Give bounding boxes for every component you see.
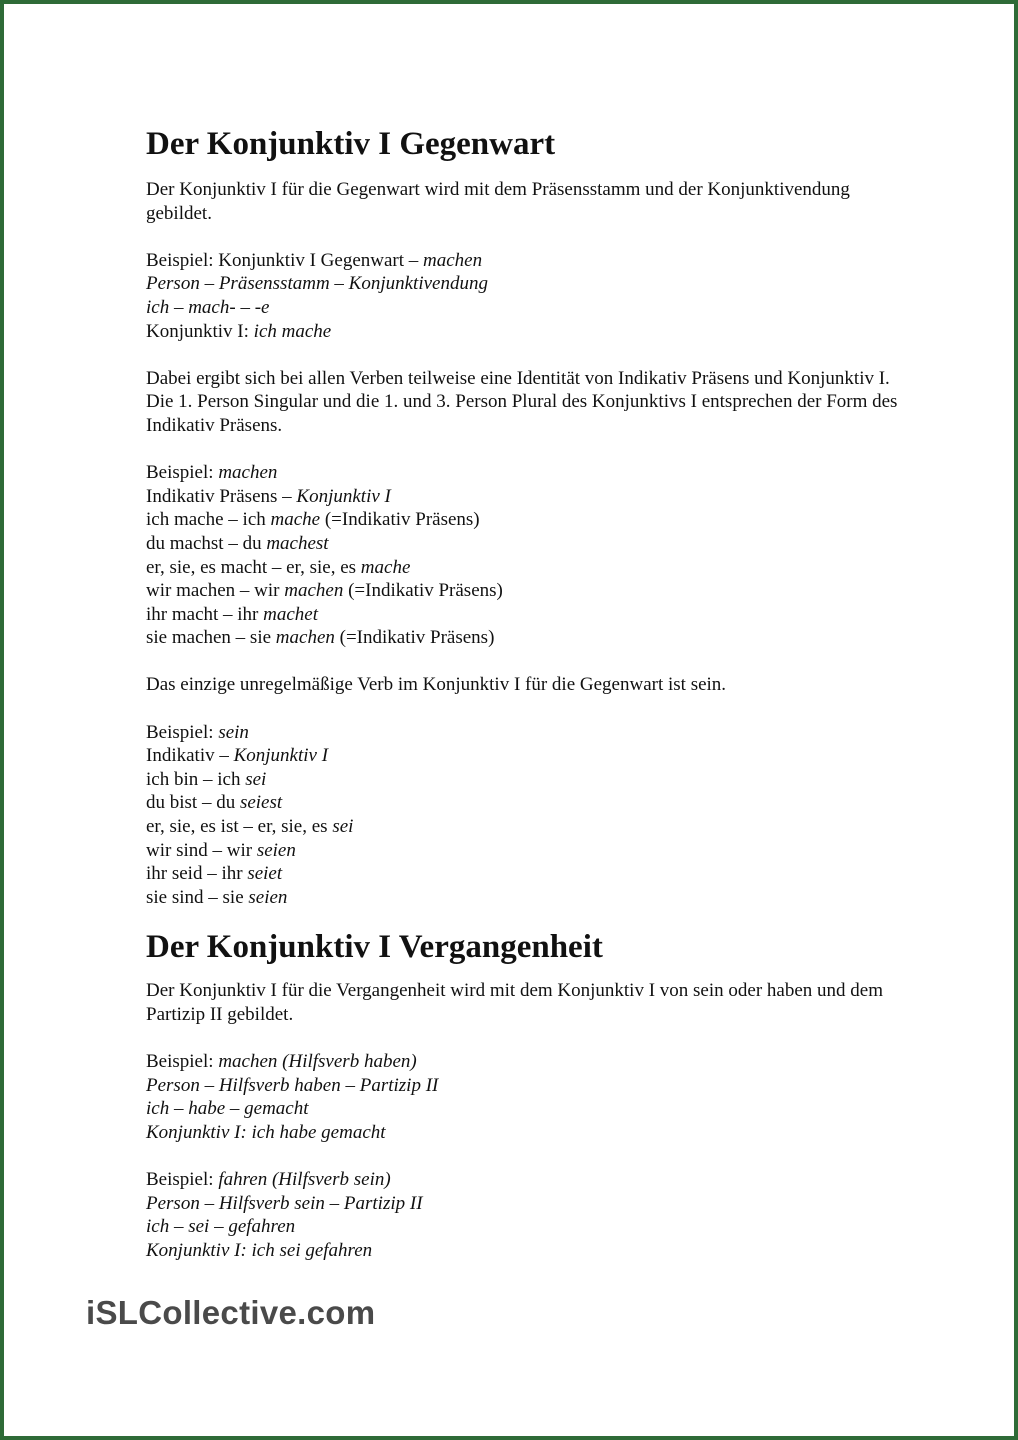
conjugation-row: du machst – du machest	[146, 532, 329, 554]
example-line: Beispiel: Konjunktiv I Gegenwart – machen	[146, 249, 483, 271]
conjugation-row: ihr seid – ihr seiet	[146, 863, 283, 885]
example-line: Person – Hilfsverb sein – Partizip II	[146, 1192, 423, 1214]
conjugation-row: sie machen – sie machen (=Indikativ Präsens)	[146, 627, 495, 649]
example-subheading: Indikativ – Konjunktiv I	[146, 745, 329, 767]
worksheet-content	[146, 124, 906, 1263]
conjugation-row: er, sie, es ist – er, sie, es sei	[146, 816, 354, 838]
identity-paragraph: Dabei ergibt sich bei allen Verben teilweise eine Identität von Indikativ Präsens und Konjunktiv I. Die 1. Person Singular und die 1. und 3. Person Plural des Konjunktivs I entsprechen der Form des Indikativ Präsens.	[146, 367, 898, 436]
conjugation-row: wir sind – wir seien	[146, 839, 296, 861]
example-line: ich – habe – gemacht	[146, 1098, 309, 1120]
section-title-gegenwart: Der Konjunktiv I Gegenwart	[146, 126, 556, 162]
example-line: Person – Hilfsverb haben – Partizip II	[146, 1074, 439, 1096]
section-title-vergangenheit: Der Konjunktiv I Vergangenheit	[146, 929, 603, 966]
example-line: Person – Präsensstamm – Konjunktivendung	[146, 273, 488, 295]
example-heading: Beispiel: machen	[146, 462, 278, 484]
worksheet-page	[4, 4, 1014, 1436]
example-line: ich – mach- – -e	[146, 296, 270, 318]
conjugation-row: er, sie, es macht – er, sie, es mache	[146, 556, 411, 578]
conjugation-row: ihr macht – ihr machet	[146, 603, 319, 625]
intro-gegenwart: Der Konjunktiv I für die Gegenwart wird mit dem Präsensstamm und der Konjunktivendung gebildet.	[146, 179, 850, 224]
intro-vergangenheit: Der Konjunktiv I für die Vergangenheit wird mit dem Konjunktiv I von sein oder haben und dem Partizip II gebildet.	[146, 980, 883, 1025]
conjugation-row: wir machen – wir machen (=Indikativ Präsens)	[146, 580, 503, 602]
conjugation-row: ich mache – ich mache (=Indikativ Präsens)	[146, 509, 480, 531]
irregular-paragraph: Das einzige unregelmäßige Verb im Konjunktiv I für die Gegenwart ist sein.	[146, 674, 727, 696]
watermark-logo: iSLCollective.com	[86, 1294, 376, 1331]
conjugation-row: sie sind – sie seien	[146, 886, 288, 908]
example-subheading: Indikativ Präsens – Konjunktiv I	[146, 485, 391, 507]
example-heading: Beispiel: machen (Hilfsverb haben)	[146, 1051, 417, 1073]
conjugation-row: ich bin – ich sei	[146, 768, 267, 790]
example-line: Konjunktiv I: ich sei gefahren	[146, 1239, 373, 1261]
example-heading: Beispiel: sein	[146, 721, 249, 743]
example-line: ich – sei – gefahren	[146, 1216, 296, 1238]
conjugation-row: du bist – du seiest	[146, 792, 283, 814]
example-heading: Beispiel: fahren (Hilfsverb sein)	[146, 1169, 391, 1191]
example-line: Konjunktiv I: ich habe gemacht	[146, 1121, 386, 1143]
example-line: Konjunktiv I: ich mache	[146, 320, 332, 342]
